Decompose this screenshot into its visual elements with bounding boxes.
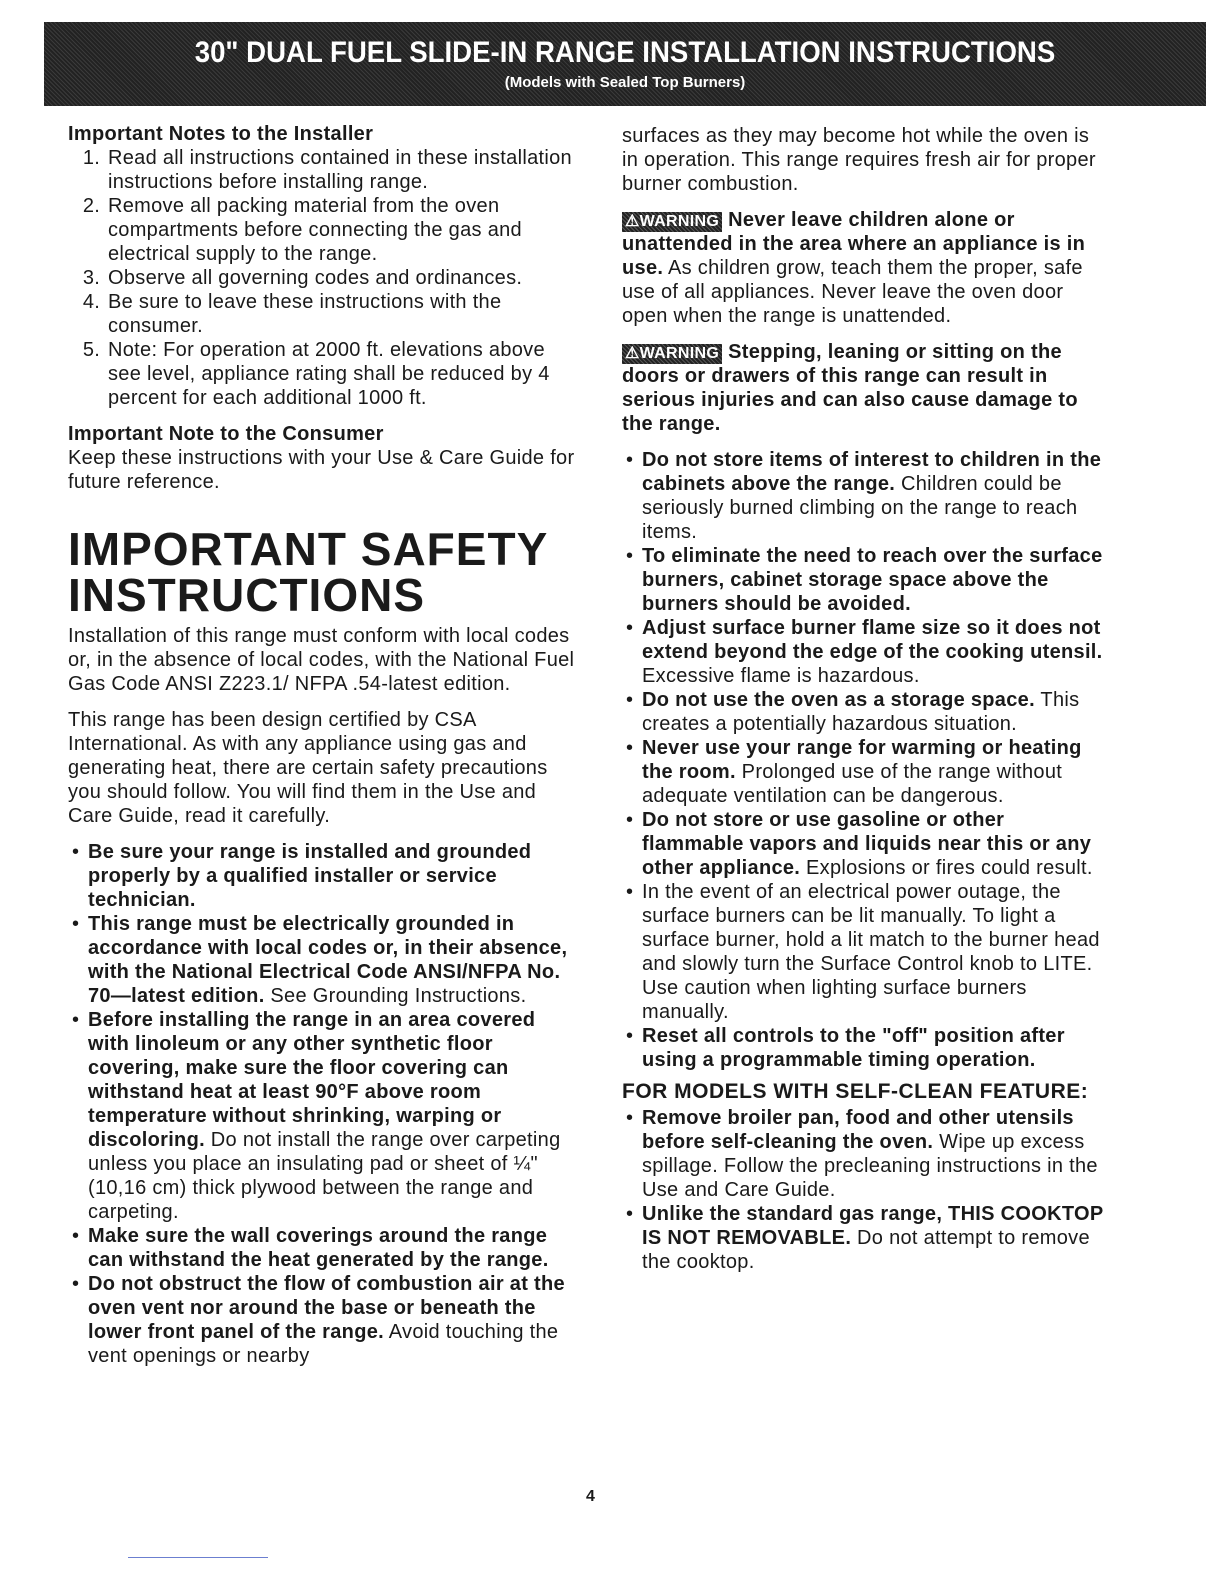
- self-clean-bullets: [622, 1106, 1107, 1274]
- page-number: 4: [586, 1488, 595, 1505]
- bullet-text: Do not install the range over carpeting unless you place an insulating pad or sheet of ¼" (10,16 cm) thick plywood between the range and carpeting.: [88, 1129, 561, 1223]
- right-column: [622, 124, 1107, 1280]
- bullet-text: Explosions or fires could result.: [800, 857, 1093, 879]
- bullet-text: Do not attempt to remove the cooktop.: [642, 1227, 1090, 1273]
- bullet-bold-text: Reset all controls to the "off" position after using a programmable timing operation.: [642, 1025, 1065, 1071]
- title-banner: [44, 22, 1206, 106]
- safety-bullets-right: [622, 448, 1107, 1072]
- safety-bullet: [642, 448, 1107, 544]
- bullet-text: See Grounding Instructions.: [264, 985, 527, 1007]
- warning-children: ⚠WARNING Never leave children alone or unattended in the area where an appliance is in use. As children grow, teach them the proper, safe use of all appliances. Never leave the oven door open when the range is unattended.: [622, 209, 1086, 327]
- bullet-bold-text: Unlike the standard gas range, THIS COOKTOP IS NOT REMOVABLE.: [642, 1203, 1104, 1249]
- bullet-bold-text: Do not store or use gasoline or other flammable vapors and liquids near this or any other appliance.: [642, 809, 1092, 879]
- bullet-bold-text: This range must be electrically grounded in accordance with local codes or, in their absence, with the National Electrical Code ANSI/NFPA No. 70—latest edition.: [88, 913, 568, 1007]
- safety-bullet: [88, 840, 578, 912]
- installer-note: 1. Read all instructions contained in these installation instructions before installing range.: [106, 146, 578, 194]
- safety-bullet: [642, 544, 1107, 616]
- installer-notes-list: [68, 146, 578, 410]
- continued-text: surfaces as they may become hot while the oven is in operation. This range requires fresh air for proper burner combustion.: [622, 125, 1096, 195]
- bullet-bold-text: Do not use the oven as a storage space.: [642, 689, 1035, 711]
- bullet-text: Prolonged use of the range without adequate ventilation can be dangerous.: [642, 761, 1063, 807]
- warning-triangle-icon: ⚠: [625, 213, 640, 230]
- safety-bullet: [642, 1202, 1107, 1274]
- safety-paragraph-2: This range has been design certified by CSA International. As with any appliance using gas and generating heat, there are certain safety precautions you should follow. You will find them in the Use and Care Guide, read it carefully.: [68, 709, 548, 827]
- bullet-text: Wipe up excess spillage. Follow the precleaning instructions in the Use and Care Guide.: [642, 1131, 1098, 1201]
- safety-title: IMPORTANT SAFETY INSTRUCTIONS: [68, 523, 548, 621]
- safety-bullet: [642, 1106, 1107, 1202]
- installer-note: 2. Remove all packing material from the oven compartments before connecting the gas and electrical supply to the range.: [106, 194, 578, 266]
- safety-bullets-left: [68, 840, 578, 1368]
- safety-bullet: [88, 1224, 578, 1272]
- warning-triangle-icon: ⚠: [625, 345, 640, 362]
- bullet-bold-text: Be sure your range is installed and grounded properly by a qualified installer or service technician.: [88, 841, 532, 911]
- bullet-bold-text: Remove broiler pan, food and other utensils before self-cleaning the oven.: [642, 1107, 1074, 1153]
- warning-stepping: ⚠WARNING Stepping, leaning or sitting on the doors or drawers of this range can result in serious injuries and can also cause damage to the range.: [622, 341, 1078, 435]
- safety-bullet: [642, 616, 1107, 688]
- safety-bullet: [88, 1272, 578, 1368]
- safety-bullet: [642, 1024, 1107, 1072]
- bullet-bold-text: To eliminate the need to reach over the surface burners, cabinet storage space above the burners should be avoided.: [642, 545, 1103, 615]
- bullet-text: Avoid touching the vent openings or nearby: [88, 1321, 559, 1367]
- bullet-text: Excessive flame is hazardous.: [642, 665, 920, 687]
- bullet-text: In the event of an electrical power outage, the surface burners can be lit manually. To light a surface burner, hold a lit match to the burner head and slowly turn the Surface Control knob to LITE. Use caution when lighting surface burners manually.: [642, 881, 1100, 1023]
- safety-paragraph-1: Installation of this range must conform with local codes or, in the absence of local codes, with the National Fuel Gas Code ANSI Z223.1/ NFPA .54-latest edition.: [68, 625, 575, 695]
- self-clean-heading: FOR MODELS WITH SELF-CLEAN FEATURE:: [622, 1080, 1089, 1103]
- installer-note: 5. Note: For operation at 2000 ft. elevations above see level, appliance rating shall be reduced by 4 percent for each additional 1000 ft.: [106, 338, 578, 410]
- bullet-bold-text: Do not store items of interest to children in the cabinets above the range.: [642, 449, 1102, 495]
- document-title: 30" DUAL FUEL SLIDE-IN RANGE INSTALLATION INSTRUCTIONS: [194, 36, 1056, 69]
- consumer-note: Keep these instructions with your Use & Care Guide for future reference.: [68, 447, 575, 493]
- installer-note: 3. Observe all governing codes and ordinances.: [106, 266, 578, 290]
- left-column: [68, 122, 578, 1374]
- bullet-bold-text: Adjust surface burner flame size so it does not extend beyond the edge of the cooking utensil.: [642, 617, 1103, 663]
- consumer-heading: Important Note to the Consumer: [68, 423, 384, 445]
- footer-rule: [128, 1557, 268, 1558]
- safety-bullet: [642, 808, 1107, 880]
- safety-bullet: [642, 688, 1107, 736]
- warning-badge: ⚠WARNING: [622, 212, 722, 232]
- safety-bullet: [642, 736, 1107, 808]
- bullet-bold-text: Never use your range for warming or heating the room.: [642, 737, 1082, 783]
- installer-note: 4. Be sure to leave these instructions with the consumer.: [106, 290, 578, 338]
- bullet-bold-text: Do not obstruct the flow of combustion air at the oven vent nor around the base or beneath the lower front panel of the range.: [88, 1273, 565, 1343]
- bullet-text: This creates a potentially hazardous situation.: [642, 689, 1080, 735]
- bullet-bold-text: Before installing the range in an area covered with linoleum or any other synthetic floor covering, make sure the floor covering can withstand heat at least 90°F above room temperature without shrinking, warping or discoloring.: [88, 1009, 536, 1151]
- bullet-bold-text: Make sure the wall coverings around the range can withstand the heat generated by the range.: [88, 1225, 549, 1271]
- document-subtitle: (Models with Sealed Top Burners): [504, 74, 746, 91]
- installer-heading: Important Notes to the Installer: [68, 123, 374, 145]
- safety-bullet: [642, 880, 1107, 1024]
- safety-bullet: [88, 1008, 578, 1224]
- warning-badge: ⚠WARNING: [622, 344, 722, 364]
- bullet-text: Children could be seriously burned climbing on the range to reach items.: [642, 473, 1078, 543]
- safety-bullet: [88, 912, 578, 1008]
